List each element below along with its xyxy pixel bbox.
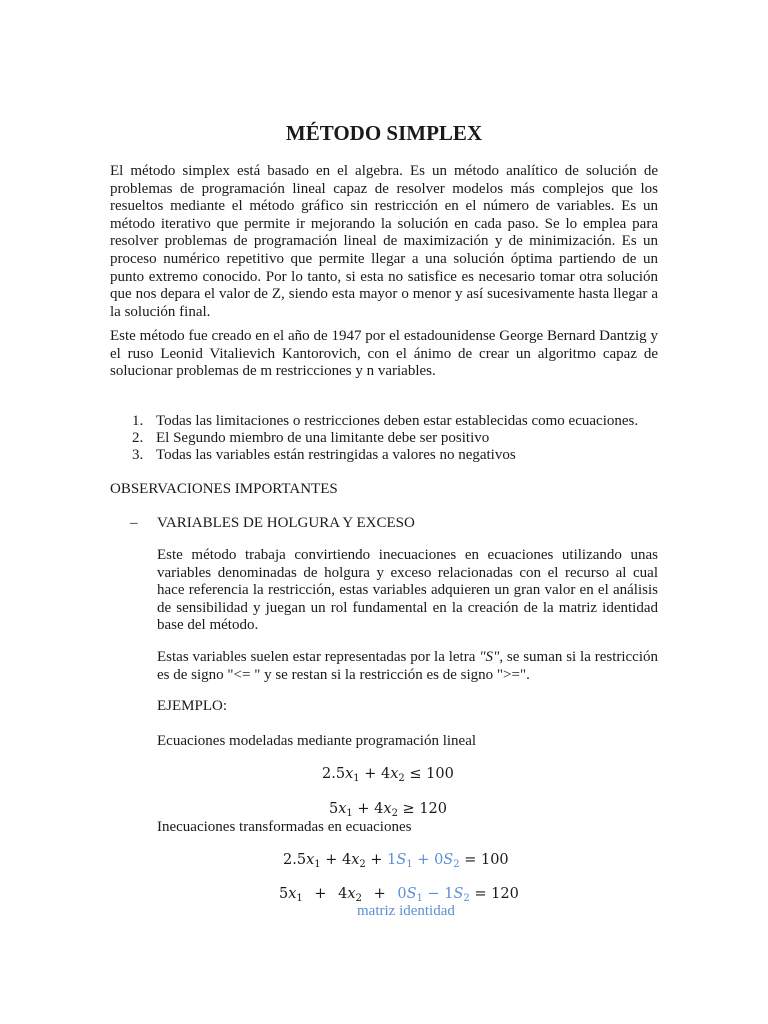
signos-text-after: , se suman si la restricción es de signo "<= " y se restan si la restricción es de signo ">=". (157, 649, 659, 683)
list-text: Todas las variables están restringidas a valores no negativos (156, 447, 516, 463)
list-text: El Segundo miembro de una limitante debe ser positivo (156, 430, 490, 446)
conditions-list (110, 413, 670, 464)
signos-text-before: Estas variables suelen estar representadas por la letra (157, 649, 476, 665)
list-item (110, 447, 670, 464)
signos-paragraph (157, 649, 658, 684)
inequality-1: $2.5x_1 + 4x_2 \le 100$ (322, 766, 454, 784)
intro-paragraph: El método simplex está basado en el algebra. Es un método analítico de solución de problemas de programación lineal capaz de resolver modelos más complejos que los resueltos mediante el método gráfico sin restricción en el número de variables. Es un método iterativo que permite ir mejorando la solución en cada paso. Se lo emplea para resolver problemas de programación lineal de maximización y de minimización. Es un proceso numérico repetitivo que permite llegar a una solución óptima partiendo de un punto extremo conocido. Por lo tanto, si esta no satisfice es necesario tomar otra solución que nos depara el valor de Z, siendo esta mayor o menor y así sucesivamente hasta llegar a la solución final. (110, 163, 658, 320)
equations-label: Ecuaciones modeladas mediante programación lineal (157, 733, 477, 749)
dash-bullet: – (130, 515, 138, 531)
list-text: Todas las limitaciones o restricciones deben estar establecidas como ecuaciones. (156, 413, 639, 429)
list-item (110, 430, 670, 447)
equation-2: $5x_1 + 4x_2 + 0S_1 - 1S_2 = 120$ (279, 886, 519, 904)
subsection-heading: VARIABLES DE HOLGURA Y EXCESO (157, 515, 415, 531)
list-number: 2. (132, 430, 144, 446)
letter-s: "S" (479, 649, 500, 665)
equation-1: $2.5x_1 + 4x_2 + 1S_1 + 0S_2 = 100$ (283, 852, 509, 870)
section-heading: OBSERVACIONES IMPORTANTES (110, 481, 338, 497)
identity-matrix-label: matriz identidad (357, 903, 455, 919)
list-number: 1. (132, 413, 144, 429)
page-title: MÉTODO SIMPLEX (285, 121, 483, 145)
holgura-paragraph: Este método trabaja convirtiendo inecuaciones en ecuaciones utilizando unas variables denominadas de holgura y exceso relacionadas con el recurso al cual hace referencia la restricción, estas variables adquieren un gran valor en el análisis de sensibilidad y juegan un rol fundamental en la creación de la matriz identidad base del método. (157, 547, 658, 634)
transformed-label: Inecuaciones transformadas en ecuaciones (157, 819, 412, 835)
list-number: 3. (132, 447, 144, 463)
inequality-2: $5x_1 + 4x_2 \ge 120$ (329, 801, 447, 819)
example-label: EJEMPLO: (157, 698, 228, 714)
history-paragraph: Este método fue creado en el año de 1947 por el estadounidense George Bernard Dantzig y el ruso Leonid Vitalievich Kantorovich, con el ánimo de crear un algoritmo capaz de solucionar problemas de m restricciones y n variables. (110, 328, 658, 380)
list-item (110, 413, 670, 430)
